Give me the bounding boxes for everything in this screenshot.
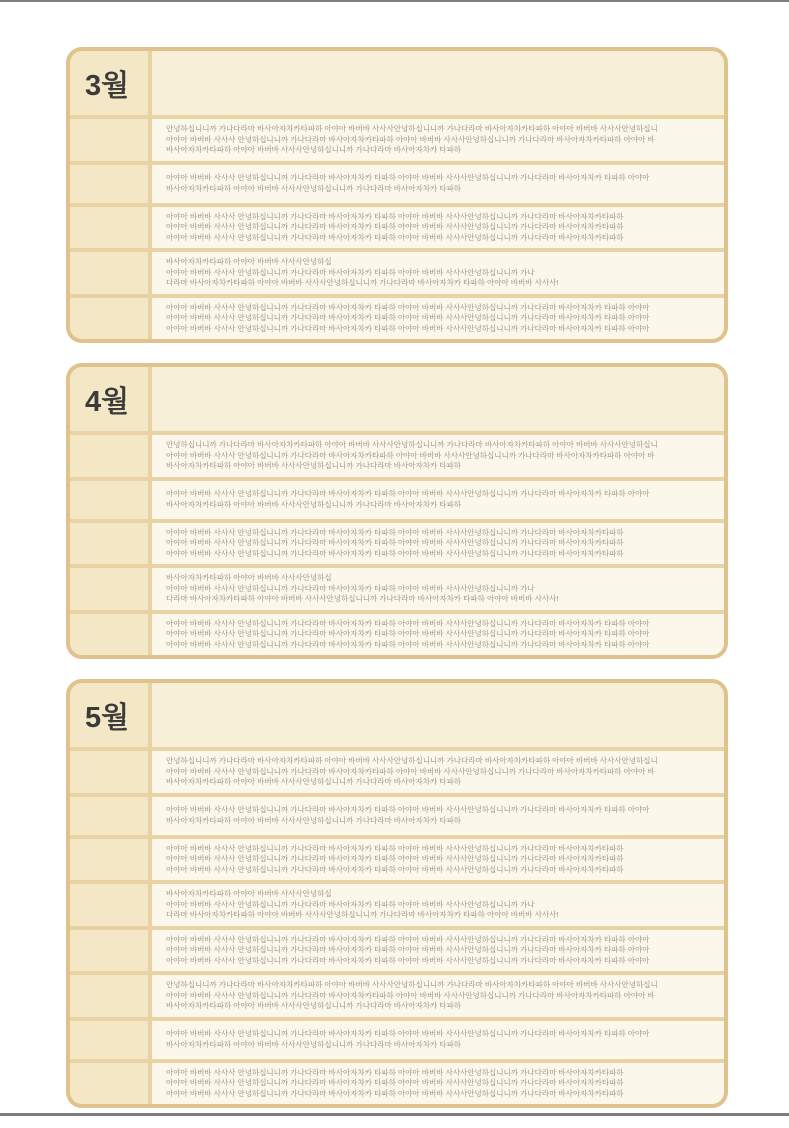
row-content-cell <box>152 207 724 249</box>
text-line: 바사아자차카타파하 아야아 바버바 사사사안녕하십 <box>166 889 332 898</box>
row-label-cell <box>70 975 148 1017</box>
row-label-cell <box>70 119 148 161</box>
month-title: 4월 <box>85 385 130 418</box>
page-bottom-edge-rule <box>0 1113 789 1116</box>
text-line: 아야아 바버바 사사사 안녕하십니니까 가나다라마 바사아자차카 타파하 아야아 바버바 사사사안녕하십니니까 가나다라마 바사아자차카타파하 <box>166 538 624 547</box>
row-label-cell <box>70 252 148 294</box>
row-label-cell <box>70 165 148 203</box>
text-line: 아야아 바버바 사사사 안녕하십니니까 가나다라마 바사아자차카 타파하 아야아 바버바 사사사안녕하십니니까 가나다라마 바사아자차카 타파하 아야아 <box>166 934 650 944</box>
text-line: 안녕하십니니까 가나다라마 바사아자차카타파하 아야아 바버바 사사사안녕하십니니까 가나다라마 바사아자차카타파하 아야아 바버바 사사사안녕하십니 <box>166 440 658 449</box>
text-line: 바사아자차카타파하 아야아 바버바 사사사안녕하십니니까 가나다라마 바사아자차카 타파하 <box>166 145 462 154</box>
row-label-cell <box>70 797 148 835</box>
row-content-cell <box>152 252 724 294</box>
text-line: 아야아 바버바 사사사 안녕하십니니까 가나다라마 바사아자차카 타파하 아야아 바버바 사사사안녕하십니니까 가나다라마 바사아자차카타파하 <box>166 211 624 221</box>
text-line: 아야아 바버바 사사사 안녕하십니니까 가나다라마 바사아자차카 타파하 아야아 바버바 사사사안녕하십니니까 가나다라마 바사아자차카 타파하 아야아 <box>166 618 650 628</box>
text-line: 아야아 바버바 사사사 안녕하십니니까 가나다라마 바사아자차카 타파하 아야아 바버바 사사사안녕하십니니까 가나다라마 바사아자차카타파하 <box>166 527 624 537</box>
text-line: 다라마 바사아자차카타파하 아야아 바버바 사사사안녕하십니니까 가나다라마 바사아자차카 타파하 아야아 바버바 사사사! <box>166 594 559 603</box>
month-header-empty-cell <box>152 683 724 747</box>
row-content-cell <box>152 797 724 835</box>
text-line: 안녕하십니니까 가나다라마 바사아자차카타파하 아야아 바버바 사사사안녕하십니니까 가나다라마 바사아자차카타파하 아야아 바버바 사사사안녕하십니 <box>166 124 658 133</box>
text-line: 아야아 바버바 사사사 안녕하십니니까 가나다라마 바사아자차카 타파하 아야아 바버바 사사사안녕하십니니까 가나다라마 바사아자차카타파하 <box>166 232 624 242</box>
text-line: 아야아 바버바 사사사 안녕하십니니까 가나다라마 바사아자차카타파하 아야아 바버바 사사사안녕하십니니까 가나다라마 바사아자차카타파하 아야아 바 <box>166 450 655 460</box>
row-content-cell <box>152 839 724 881</box>
month-table-march <box>66 47 728 343</box>
month-header-cell <box>70 683 148 747</box>
row-label-cell <box>70 1021 148 1059</box>
text-line: 아야아 바버바 사사사 안녕하십니니까 가나다라마 바사아자차카 타파하 아야아 바버바 사사사안녕하십니니까 가나다라마 바사아자차카 타파하 아야아 <box>166 639 650 649</box>
text-line: 다라마 바사아자차카타파하 아야아 바버바 사사사안녕하십니니까 가나다라마 바사아자차카 타파하 아야아 바버바 사사사! <box>166 278 559 287</box>
row-label-cell <box>70 884 148 926</box>
text-line: 아야아 바버바 사사사 안녕하십니니까 가나다라마 바사아자차카 타파하 아야아 바버바 사사사안녕하십니니까 가나 <box>166 899 535 909</box>
text-line: 다라마 바사아자차카타파하 아야아 바버바 사사사안녕하십니니까 가나다라마 바사아자차카 타파하 아야아 바버바 사사사! <box>166 910 559 919</box>
text-line: 바사아자차카타파하 아야아 바버바 사사사안녕하십니니까 가나다라마 바사아자차카 타파하 <box>166 777 462 786</box>
row-label-cell <box>70 614 148 656</box>
text-line: 바사아자차카타파하 아야아 바버바 사사사안녕하십니니까 가나다라마 바사아자차카 타파하 <box>166 815 462 825</box>
row-label-cell <box>70 481 148 519</box>
text-line: 아야아 바버바 사사사 안녕하십니니까 가나다라마 바사아자차카 타파하 아야아 바버바 사사사안녕하십니니까 가나다라마 바사아자차카 타파하 아야아 <box>166 323 650 333</box>
row-label-cell <box>70 298 148 340</box>
row-label-cell <box>70 1063 148 1105</box>
row-label-cell <box>70 435 148 477</box>
row-label-cell <box>70 930 148 972</box>
text-line: 아야아 바버바 사사사 안녕하십니니까 가나다라마 바사아자차카 타파하 아야아 바버바 사사사안녕하십니니까 가나 <box>166 267 535 277</box>
month-table-april <box>66 363 728 659</box>
row-content-cell <box>152 930 724 972</box>
month-header-empty-cell <box>152 367 724 431</box>
text-line: 아야아 바버바 사사사 안녕하십니니까 가나다라마 바사아자차카타파하 아야아 바버바 사사사안녕하십니니까 가나다라마 바사아자차카타파하 아야아 바 <box>166 990 655 1000</box>
text-line: 아야아 바버바 사사사 안녕하십니니까 가나다라마 바사아자차카 타파하 아야아 바버바 사사사안녕하십니니까 가나다라마 바사아자차카타파하 <box>166 548 624 558</box>
row-label-cell <box>70 751 148 793</box>
month-title: 3월 <box>85 69 130 102</box>
text-line: 바사아자차카타파하 아야아 바버바 사사사안녕하십니니까 가나다라마 바사아자차카 타파하 <box>166 461 462 470</box>
row-content-cell <box>152 1063 724 1105</box>
text-line: 안녕하십니니까 가나다라마 바사아자차카타파하 아야아 바버바 사사사안녕하십니니까 가나다라마 바사아자차카타파하 아야아 바버바 사사사안녕하십니 <box>166 980 658 989</box>
document-page <box>66 47 728 1128</box>
row-content-cell <box>152 523 724 565</box>
text-line: 아야아 바버바 사사사 안녕하십니니까 가나다라마 바사아자차카 타파하 아야아 바버바 사사사안녕하십니니까 가나다라마 바사아자차카 타파하 아야아 <box>166 1029 650 1038</box>
page-top-edge-rule <box>0 0 789 2</box>
row-content-cell <box>152 481 724 519</box>
text-line: 안녕하십니니까 가나다라마 바사아자차카타파하 아야아 바버바 사사사안녕하십니니까 가나다라마 바사아자차카타파하 아야아 바버바 사사사안녕하십니 <box>166 756 658 765</box>
row-content-cell <box>152 975 724 1017</box>
text-line: 아야아 바버바 사사사 안녕하십니니까 가나다라마 바사아자차카 타파하 아야아 바버바 사사사안녕하십니니까 가나다라마 바사아자차카 타파하 아야아 <box>166 629 650 638</box>
text-line: 아야아 바버바 사사사 안녕하십니니까 가나다라마 바사아자차카 타파하 아야아 바버바 사사사안녕하십니니까 가나다라마 바사아자차카타파하 <box>166 843 624 853</box>
row-content-cell <box>152 298 724 340</box>
row-label-cell <box>70 207 148 249</box>
month-header-cell <box>70 51 148 115</box>
text-line: 아야아 바버바 사사사 안녕하십니니까 가나다라마 바사아자차카 타파하 아야아 바버바 사사사안녕하십니니까 가나다라마 바사아자차카타파하 <box>166 1088 624 1098</box>
month-header-empty-cell <box>152 51 724 115</box>
month-header-cell <box>70 367 148 431</box>
row-content-cell <box>152 435 724 477</box>
row-content-cell <box>152 884 724 926</box>
text-line: 바사아자차카타파하 아야아 바버바 사사사안녕하십니니까 가나다라마 바사아자차카 타파하 <box>166 183 462 193</box>
row-content-cell <box>152 1021 724 1059</box>
text-line: 아야아 바버바 사사사 안녕하십니니까 가나다라마 바사아자차카타파하 아야아 바버바 사사사안녕하십니니까 가나다라마 바사아자차카타파하 아야아 바 <box>166 134 655 144</box>
row-content-cell <box>152 614 724 656</box>
text-line: 아야아 바버바 사사사 안녕하십니니까 가나다라마 바사아자차카 타파하 아야아 바버바 사사사안녕하십니니까 가나다라마 바사아자차카타파하 <box>166 854 624 863</box>
text-line: 아야아 바버바 사사사 안녕하십니니까 가나다라마 바사아자차카 타파하 아야아 바버바 사사사안녕하십니니까 가나다라마 바사아자차카타파하 <box>166 1067 624 1077</box>
text-line: 아야아 바버바 사사사 안녕하십니니까 가나다라마 바사아자차카 타파하 아야아 바버바 사사사안녕하십니니까 가나다라마 바사아자차카 타파하 아야아 <box>166 489 650 498</box>
text-line: 바사아자차카타파하 아야아 바버바 사사사안녕하십니니까 가나다라마 바사아자차카 타파하 <box>166 499 462 509</box>
text-line: 바사아자차카타파하 아야아 바버바 사사사안녕하십 <box>166 573 332 582</box>
month-title: 5월 <box>85 701 130 734</box>
text-line: 바사아자차카타파하 아야아 바버바 사사사안녕하십니니까 가나다라마 바사아자차카 타파하 <box>166 1001 462 1010</box>
text-line: 아야아 바버바 사사사 안녕하십니니까 가나다라마 바사아자차카 타파하 아야아 바버바 사사사안녕하십니니까 가나다라마 바사아자차카 타파하 아야아 <box>166 955 650 965</box>
text-line: 아야아 바버바 사사사 안녕하십니니까 가나다라마 바사아자차카 타파하 아야아 바버바 사사사안녕하십니니까 가나다라마 바사아자차카타파하 <box>166 864 624 874</box>
text-line: 아야아 바버바 사사사 안녕하십니니까 가나다라마 바사아자차카 타파하 아야아 바버바 사사사안녕하십니니까 가나다라마 바사아자차카 타파하 아야아 <box>166 173 650 182</box>
text-line: 바사아자차카타파하 아야아 바버바 사사사안녕하십니니까 가나다라마 바사아자차카 타파하 <box>166 1039 462 1049</box>
row-content-cell <box>152 568 724 610</box>
row-label-cell <box>70 568 148 610</box>
month-table-may <box>66 679 728 1108</box>
text-line: 아야아 바버바 사사사 안녕하십니니까 가나다라마 바사아자차카 타파하 아야아 바버바 사사사안녕하십니니까 가나 <box>166 583 535 593</box>
text-line: 아야아 바버바 사사사 안녕하십니니까 가나다라마 바사아자차카 타파하 아야아 바버바 사사사안녕하십니니까 가나다라마 바사아자차카 타파하 아야아 <box>166 805 650 814</box>
text-line: 아야아 바버바 사사사 안녕하십니니까 가나다라마 바사아자차카 타파하 아야아 바버바 사사사안녕하십니니까 가나다라마 바사아자차카타파하 <box>166 222 624 231</box>
row-content-cell <box>152 119 724 161</box>
text-line: 아야아 바버바 사사사 안녕하십니니까 가나다라마 바사아자차카 타파하 아야아 바버바 사사사안녕하십니니까 가나다라마 바사아자차카 타파하 아야아 <box>166 313 650 322</box>
text-line: 아야아 바버바 사사사 안녕하십니니까 가나다라마 바사아자차카타파하 아야아 바버바 사사사안녕하십니니까 가나다라마 바사아자차카타파하 아야아 바 <box>166 766 655 776</box>
text-line: 아야아 바버바 사사사 안녕하십니니까 가나다라마 바사아자차카 타파하 아야아 바버바 사사사안녕하십니니까 가나다라마 바사아자차카 타파하 아야아 <box>166 945 650 954</box>
text-line: 아야아 바버바 사사사 안녕하십니니까 가나다라마 바사아자차카 타파하 아야아 바버바 사사사안녕하십니니까 가나다라마 바사아자차카타파하 <box>166 1078 624 1087</box>
row-label-cell <box>70 523 148 565</box>
text-line: 아야아 바버바 사사사 안녕하십니니까 가나다라마 바사아자차카 타파하 아야아 바버바 사사사안녕하십니니까 가나다라마 바사아자차카 타파하 아야아 <box>166 302 650 312</box>
row-content-cell <box>152 751 724 793</box>
row-label-cell <box>70 839 148 881</box>
row-content-cell <box>152 165 724 203</box>
text-line: 바사아자차카타파하 아야아 바버바 사사사안녕하십 <box>166 257 332 266</box>
